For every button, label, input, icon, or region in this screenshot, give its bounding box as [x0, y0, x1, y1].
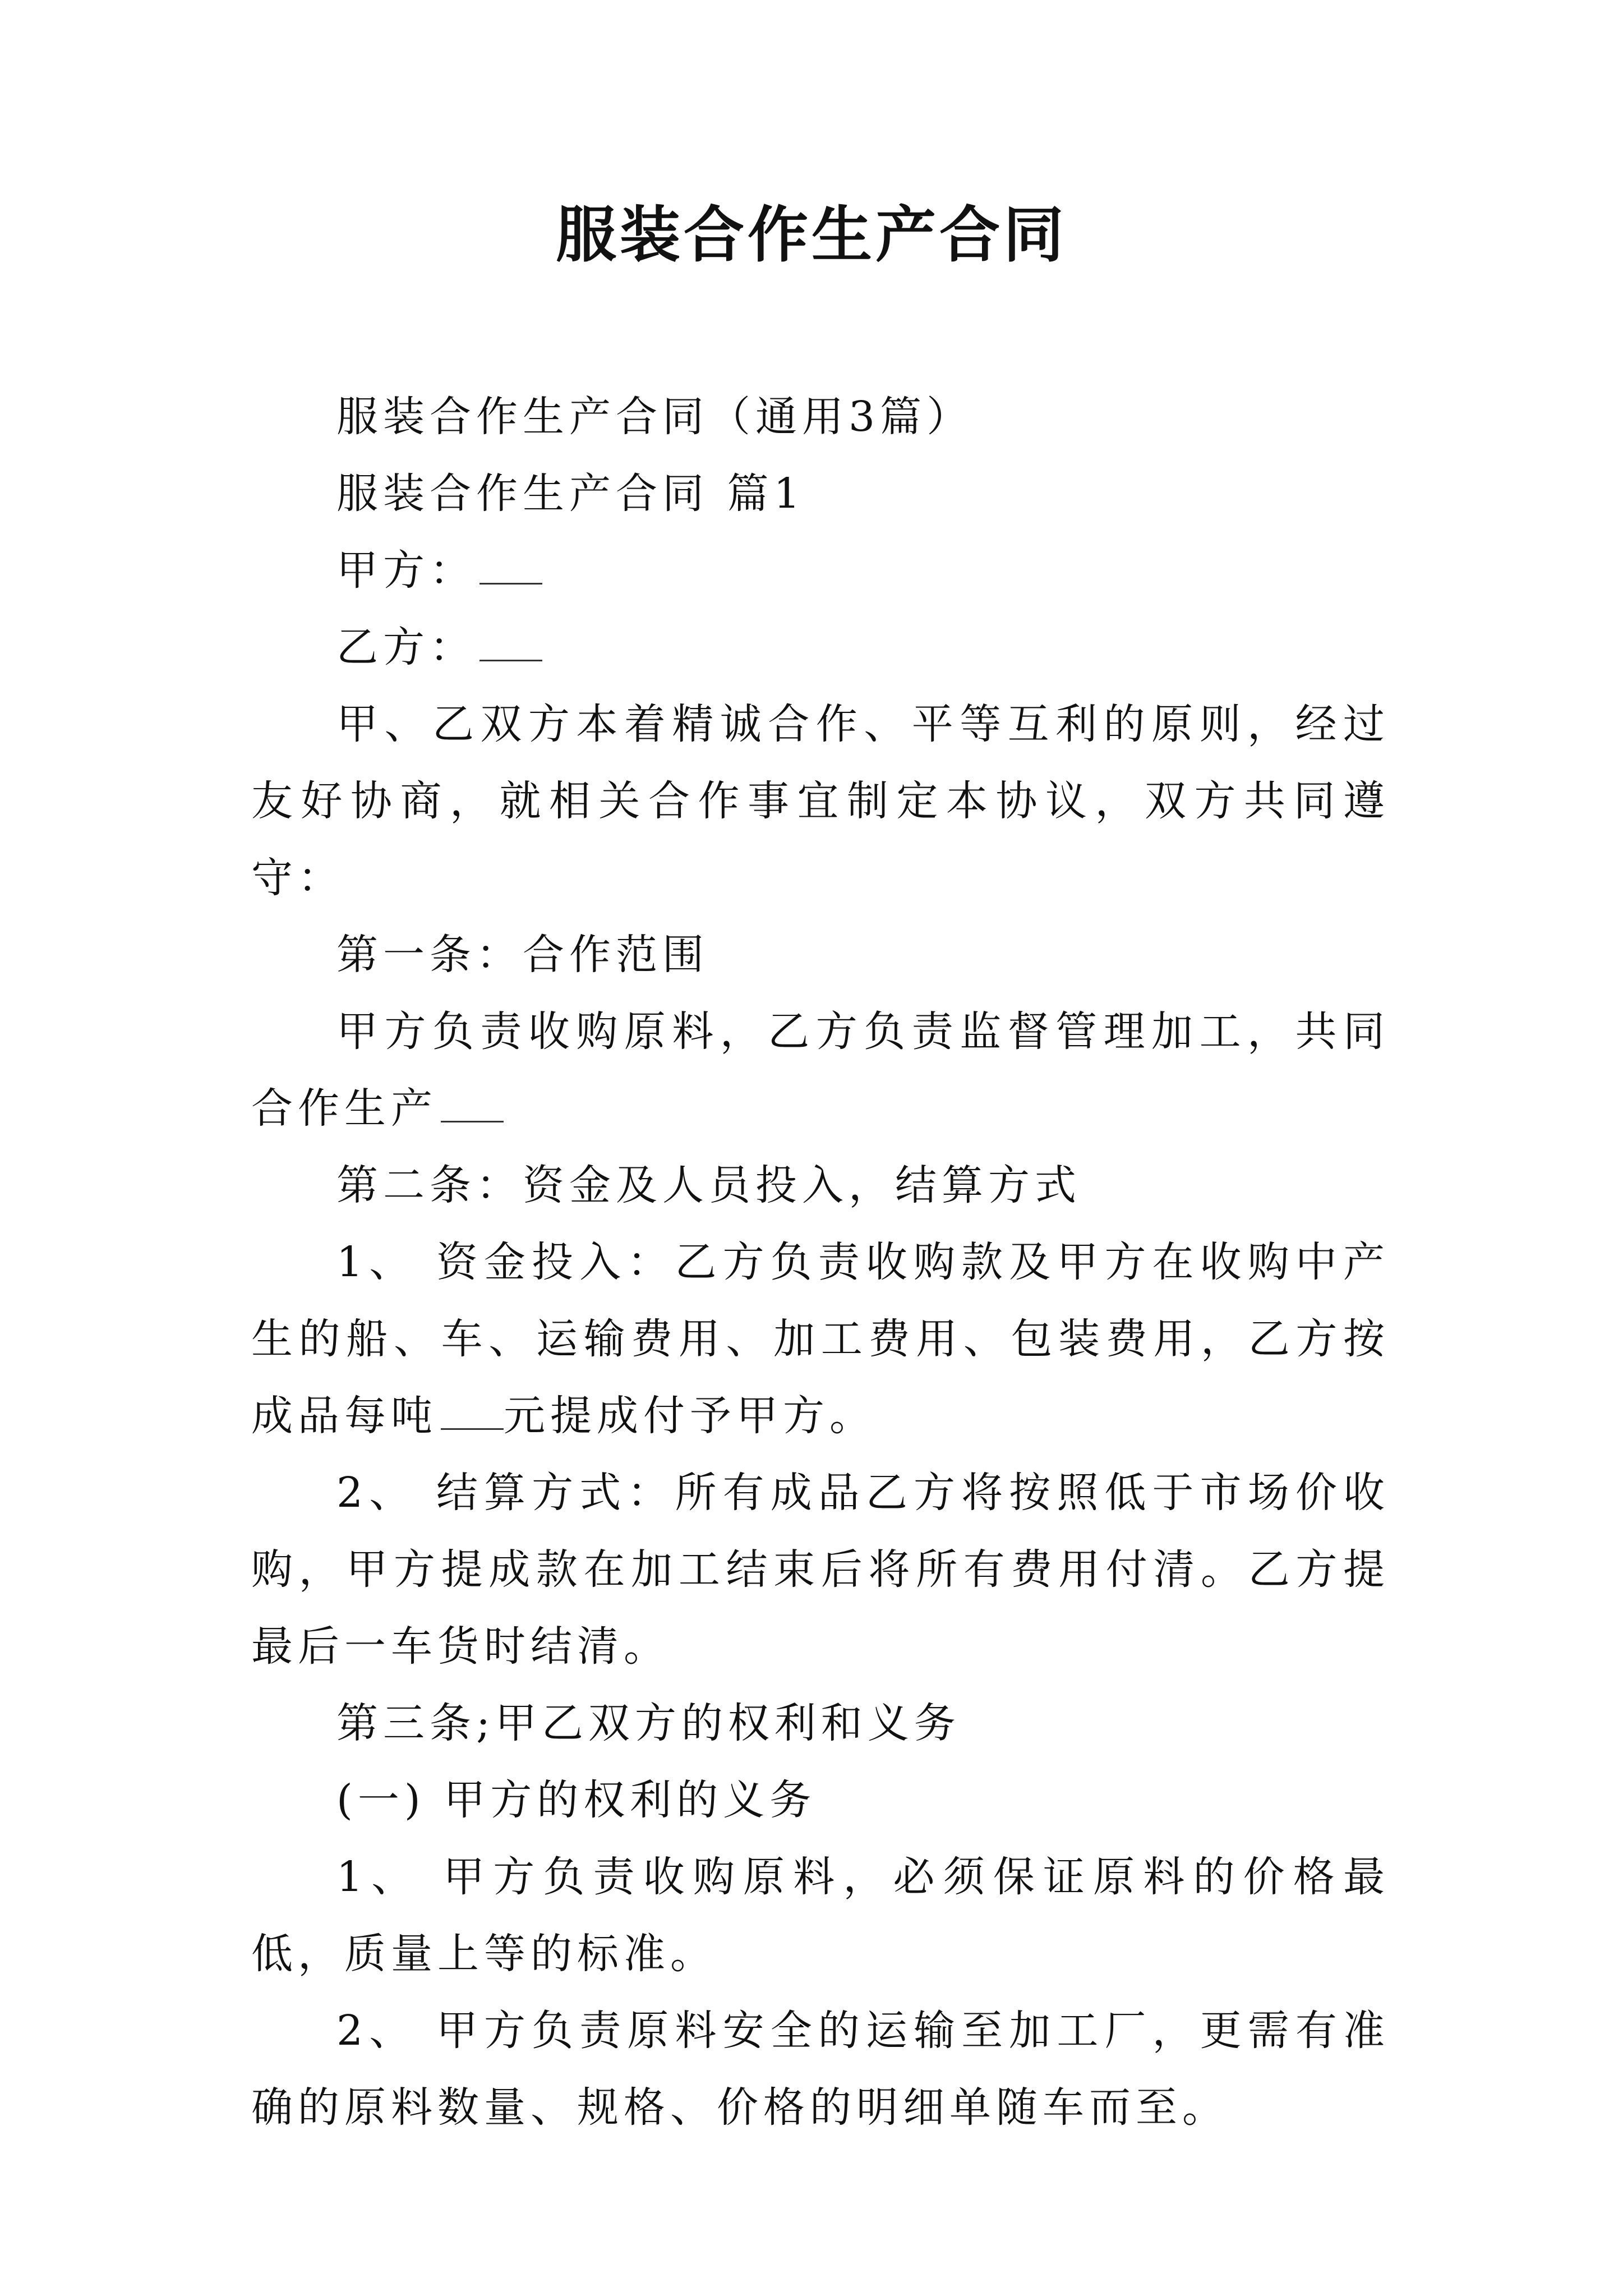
paragraph-clause-a-1: 1、 甲方负责收购原料，必须保证原料的价格最低，质量上等的标准。 — [251, 1853, 1390, 1978]
paragraph-article-2-heading: 第二条：资金及人员投入，结算方式 — [336, 1161, 1081, 1209]
article-1-text: 甲方负责收购原料，乙方负责监督管理加工，共同合作生产 — [251, 1007, 1390, 1133]
fill-blank — [441, 1098, 504, 1122]
paragraph-article-3-heading: 第三条;甲乙双方的权利和义务 — [336, 1699, 961, 1747]
paragraph-article-1-body — [251, 993, 1390, 1147]
paragraph-clause-a-2: 2、 甲方负责原料安全的运输至加工厂，更需有准确的原料数量、规格、价格的明细单随车而至。 — [251, 2007, 1390, 2132]
paragraph-party-b — [251, 609, 1390, 686]
paragraph-party-a — [251, 532, 1390, 609]
paragraph-settlement: 2、 结算方式：所有成品乙方将按照低于市场价收购，甲方提成款在加工结束后将所有费用付清。乙方提最后一车货时结清。 — [251, 1469, 1390, 1671]
paragraph-article-1-heading: 第一条：合作范围 — [336, 931, 709, 979]
party-b-label: 乙方： — [336, 623, 476, 671]
capital-investment-tail: 元提成付予甲方。 — [504, 1392, 876, 1440]
capital-investment-text: 1、 资金投入：乙方负责收购款及甲方在收购中产生的船、车、运输费用、加工费用、包装费用，乙方按成品每吨 — [251, 1238, 1390, 1440]
paragraph-capital-investment — [251, 1224, 1390, 1455]
fill-blank — [479, 560, 542, 585]
fill-blank — [441, 1406, 504, 1430]
paragraph-section-a-heading: (一) 甲方的权利的义务 — [336, 1776, 817, 1824]
paragraph-preamble: 甲、乙双方本着精诚合作、平等互利的原则，经过友好协商，就相关合作事宜制定本协议，双方共同遵守： — [251, 700, 1390, 902]
fill-blank — [479, 637, 542, 661]
paragraph-subtitle: 服装合作生产合同（通用3篇） — [336, 393, 974, 441]
paragraph-part-heading: 服装合作生产合同 篇1 — [336, 470, 805, 518]
party-a-label: 甲方： — [336, 546, 476, 595]
document-body — [251, 379, 1390, 2146]
document-title: 服装合作生产合同 — [555, 200, 1067, 270]
